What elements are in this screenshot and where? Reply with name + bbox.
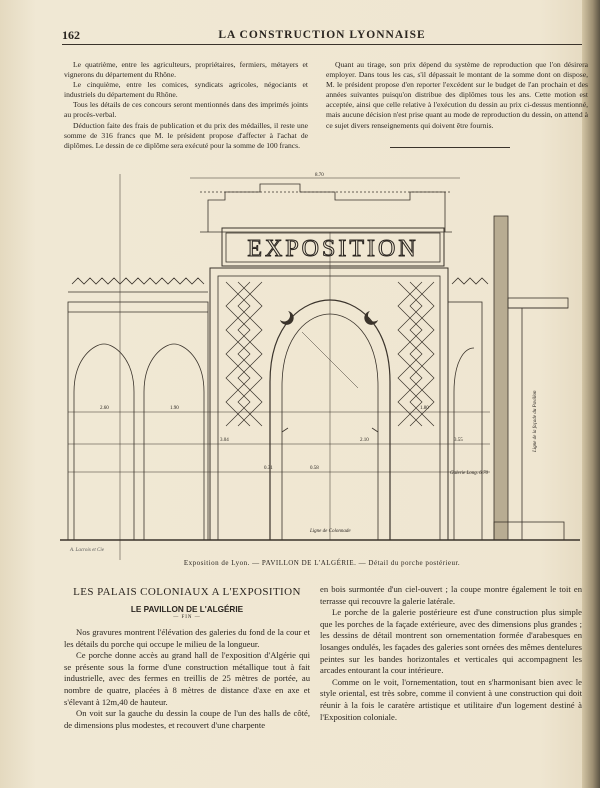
dimension-label: 8.70 bbox=[315, 173, 324, 178]
crescent-left-icon bbox=[280, 311, 294, 325]
annotation-floor: Galerie Long. 6.70 bbox=[450, 471, 489, 476]
paragraph: Ce porche donne accès au grand hall de l'exposition d'Algérie qui se présente sous la forme d'une construction métallique tout à fait industrielle, avec des fermes en treillis de 25 mètres de portée, au nombre de quatre, placées à 8 mètres de distance d'axe en axe et s'élevant à 12m,40 de hauteur. bbox=[64, 650, 310, 707]
article-title: LES PALAIS COLONIAUX A L'EXPOSITION bbox=[73, 586, 301, 598]
article-right-column bbox=[320, 584, 582, 723]
article-fin: — FIN — bbox=[173, 615, 201, 620]
paragraph: en bois surmontée d'un ciel-ouvert ; la coupe montre également le toit en terrasse qui recouvre la galerie latérale. bbox=[320, 584, 582, 606]
crescent-right-icon bbox=[364, 311, 378, 325]
paragraph: Le porche de la galerie postérieure est d'une construction plus simple que les porches de la façade extérieure, avec des dimensions plus grandes ; les dessins de détail montrent son ornementation formée d'arabesques en losanges ondulés, les façades des galeries sont ornées des mêmes dentelures peintes sur les bandes horizontales et verticales qui accompagnent les arcades entourant la cour intérieure. bbox=[320, 607, 582, 676]
left-arch-2 bbox=[144, 344, 204, 540]
sign-text: EXPOSITION bbox=[247, 236, 419, 262]
dimension-label: 0.58 bbox=[310, 466, 319, 471]
article-body bbox=[64, 627, 310, 731]
paragraph: Nos gravures montrent l'élévation des galeries du fond de la cour et les détails du porche qui occupe le milieu de la longueur. bbox=[64, 627, 310, 649]
dimension-label: 1.90 bbox=[170, 406, 179, 411]
paragraph: Déduction faite des frais de publication et du prix des médailles, il reste une somme de 316 francs que M. le président propose d'affecter à l'achat de diplômes. Le dessin de ce diplôme sera exécuté pour la somme de 100 francs. bbox=[64, 120, 308, 150]
right-gallery bbox=[448, 302, 482, 540]
lattice-panel-right bbox=[398, 282, 434, 426]
paragraph: Quant au tirage, son prix dépend du système de reproduction que l'on désirera employer. Dans tous les cas, s'il dépassait le montant de la somme dont on dispose, M. le président propose d'en reporter l'excédent sur le budget de l'an prochain et des années suivantes puisqu'on distribue des diplômes tous les ans. Cette motion est acceptée, ainsi que celle relative à l'exécution du dessin au prix ci-dessus mentionné, mais aucune décision n'est prise quant au mode de reproduction du dessin, on attend à ce sujet divers renseignements qui doivent être fournis. bbox=[326, 60, 588, 130]
article-left-column bbox=[64, 584, 310, 731]
left-arch-1 bbox=[74, 344, 134, 540]
dimension-label: 2.60 bbox=[100, 406, 109, 411]
page-number: 162 bbox=[62, 28, 80, 42]
paragraph: On voit sur la gauche du dessin la coupe de l'un des halls de côté, de dimensions plus modestes, et recouvert d'une charpente bbox=[64, 708, 310, 730]
page-header bbox=[62, 28, 582, 45]
lattice-panel-left bbox=[226, 282, 262, 426]
figure-caption: Exposition de Lyon. — PAVILLON DE L'ALGÉRIE. — Détail du porche postérieur. bbox=[183, 559, 461, 567]
top-right-column bbox=[326, 60, 588, 131]
annotation-colonnade: Ligne de Colonnade bbox=[310, 529, 351, 534]
engraver-signature: A. Lacroix et Cie bbox=[70, 548, 104, 553]
architectural-drawing bbox=[60, 172, 582, 560]
article-subtitle: LE PAVILLON DE L'ALGÉRIE bbox=[130, 605, 244, 614]
dimension-label: 3.04 bbox=[220, 438, 229, 443]
section-cut bbox=[494, 216, 568, 540]
paragraph: Tous les détails de ces concours seront mentionnés dans des imprimés joints au procès-verbal. bbox=[64, 100, 308, 120]
top-left-column bbox=[64, 60, 308, 151]
left-gallery bbox=[68, 302, 208, 540]
journal-title: LA CONSTRUCTION LYONNAISE bbox=[218, 29, 426, 41]
parapet-outline bbox=[208, 184, 445, 232]
annotation-right: Ligne de la façade du Pavillon bbox=[533, 390, 538, 452]
paragraph: Le quatrième, entre les agriculteurs, propriétaires, fermiers, métayers et vignerons du département du Rhône. bbox=[64, 60, 308, 80]
paragraph: Comme on le voit, l'ornementation, tout en s'harmonisant bien avec le style oriental, est très sobre, comme il convient à une construction qui doit réunir à la fois le caratère artistique et utilitaire d'un logement destiné à l'Exposition coloniale. bbox=[320, 676, 582, 722]
paragraph: Le cinquième, entre les comices, syndicats agricoles, négociants et industriels du département du Rhône. bbox=[64, 80, 308, 100]
section-divider bbox=[390, 147, 510, 148]
dimension-label: 0.31 bbox=[264, 466, 273, 471]
dimension-label: 3.55 bbox=[454, 438, 463, 443]
dimension-label: 1.80 bbox=[420, 406, 429, 411]
dimension-label: 2.10 bbox=[360, 438, 369, 443]
